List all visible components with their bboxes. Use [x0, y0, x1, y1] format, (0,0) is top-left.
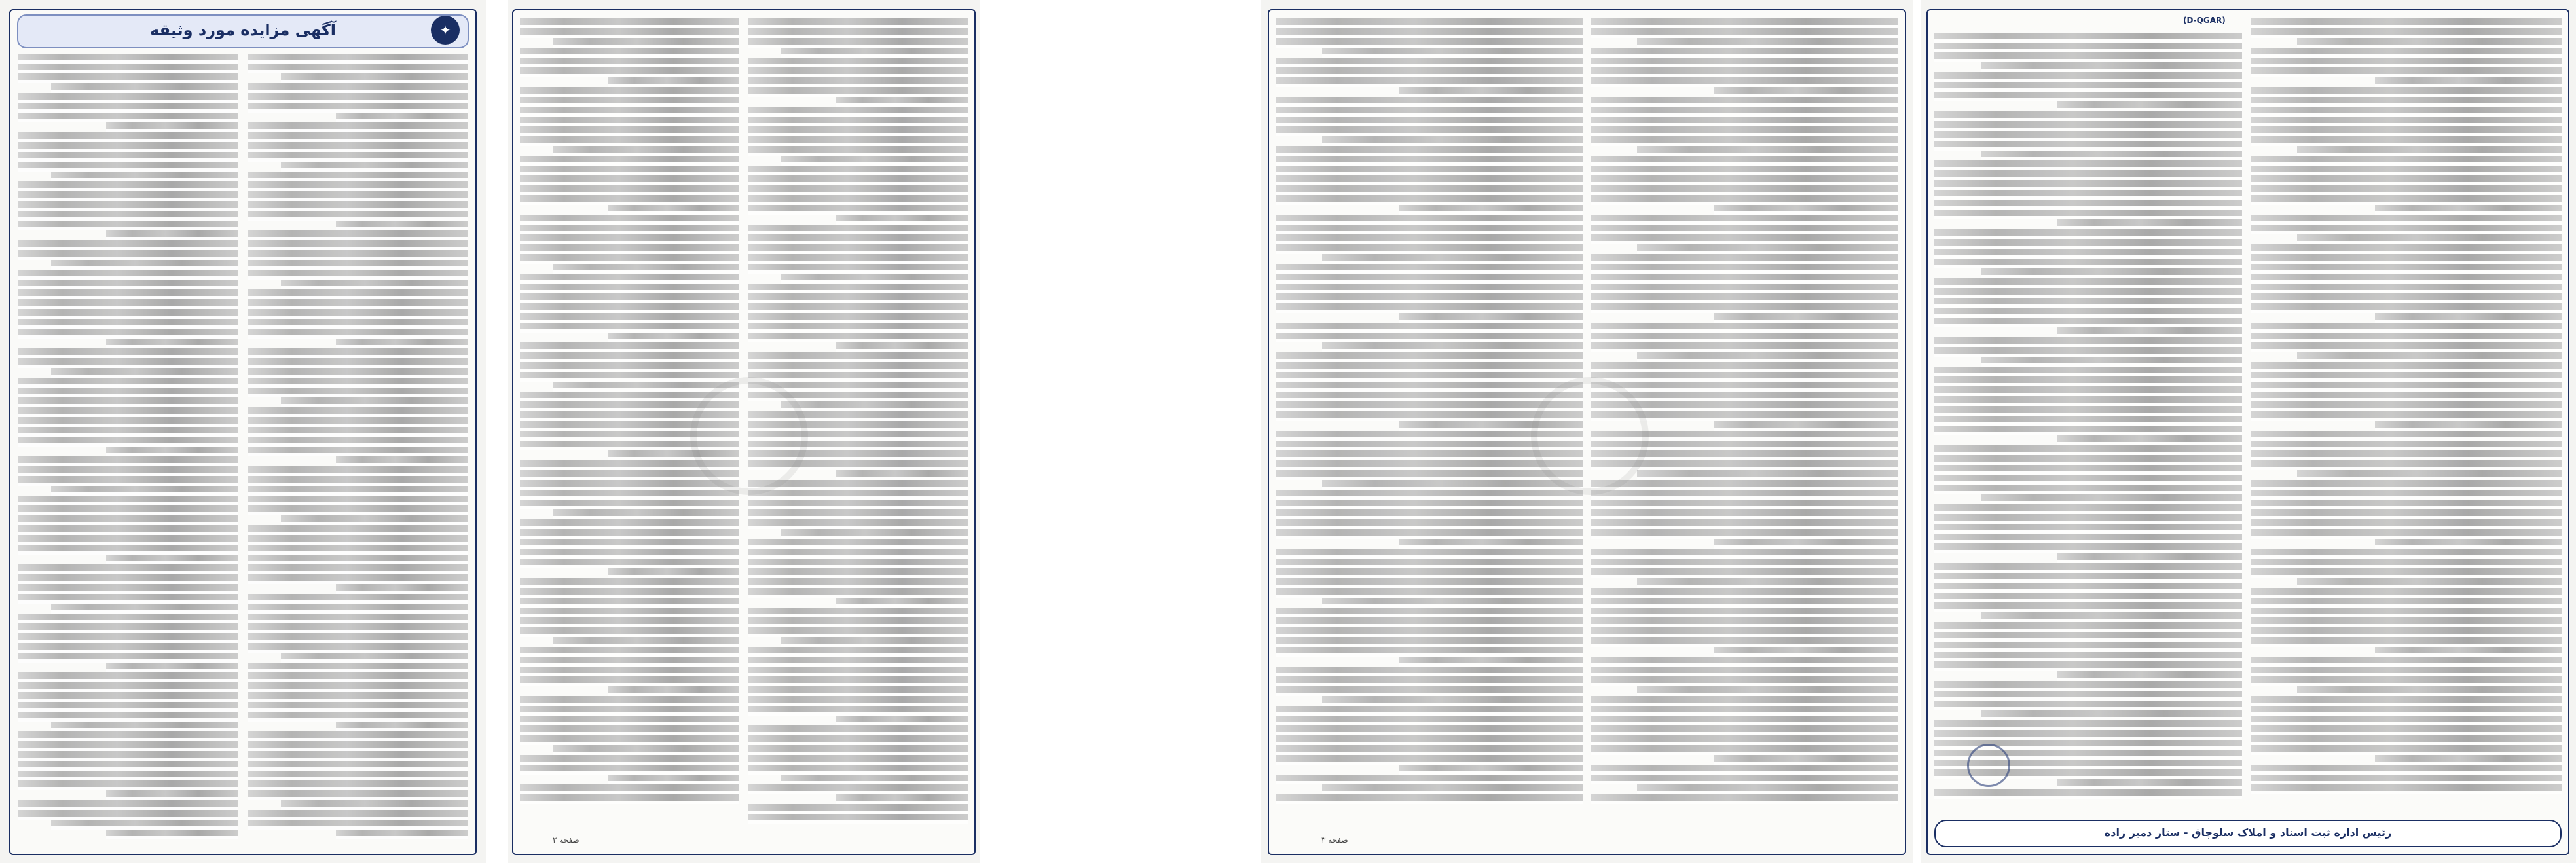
- document-page-4: [1921, 0, 2576, 863]
- page-number: صفحه ۲: [553, 835, 580, 845]
- body-text: [248, 54, 468, 839]
- notice-panel-1: [9, 9, 477, 855]
- text-column-left: [18, 54, 238, 846]
- document-page-2: [508, 0, 980, 863]
- seal-icon: [1967, 744, 2010, 787]
- notice-panel-2: [512, 9, 976, 855]
- notice-panel-3: [1268, 9, 1906, 855]
- document-page-3: [1261, 0, 1913, 863]
- page-number: صفحه ۳: [1321, 835, 1348, 845]
- body-text: [2251, 18, 2562, 794]
- watermark: [1531, 377, 1649, 495]
- signature-banner: [1934, 820, 2562, 847]
- text-column-right: [248, 54, 468, 846]
- body-text: [1934, 33, 2242, 799]
- body-text: [18, 54, 238, 839]
- page-title: [17, 14, 469, 48]
- watermark: [690, 377, 808, 495]
- signature-text: رئیس اداره ثبت اسناد و املاک سلوچاق - ستار دمیر زاده: [2104, 826, 2392, 839]
- page-gap: [980, 0, 1261, 863]
- text-column-right: [2251, 18, 2562, 811]
- serial-code: (D-QGAR): [2183, 16, 2226, 25]
- page-title-text: آگهی مزایده مورد وثیقه: [149, 21, 337, 39]
- page-gap: [1913, 0, 1921, 863]
- emblem-icon: ✦: [431, 16, 460, 45]
- text-column-left: [1934, 33, 2242, 812]
- notice-panel-4: [1926, 9, 2569, 855]
- document-page-1: [0, 0, 486, 863]
- page-gap: [486, 0, 508, 863]
